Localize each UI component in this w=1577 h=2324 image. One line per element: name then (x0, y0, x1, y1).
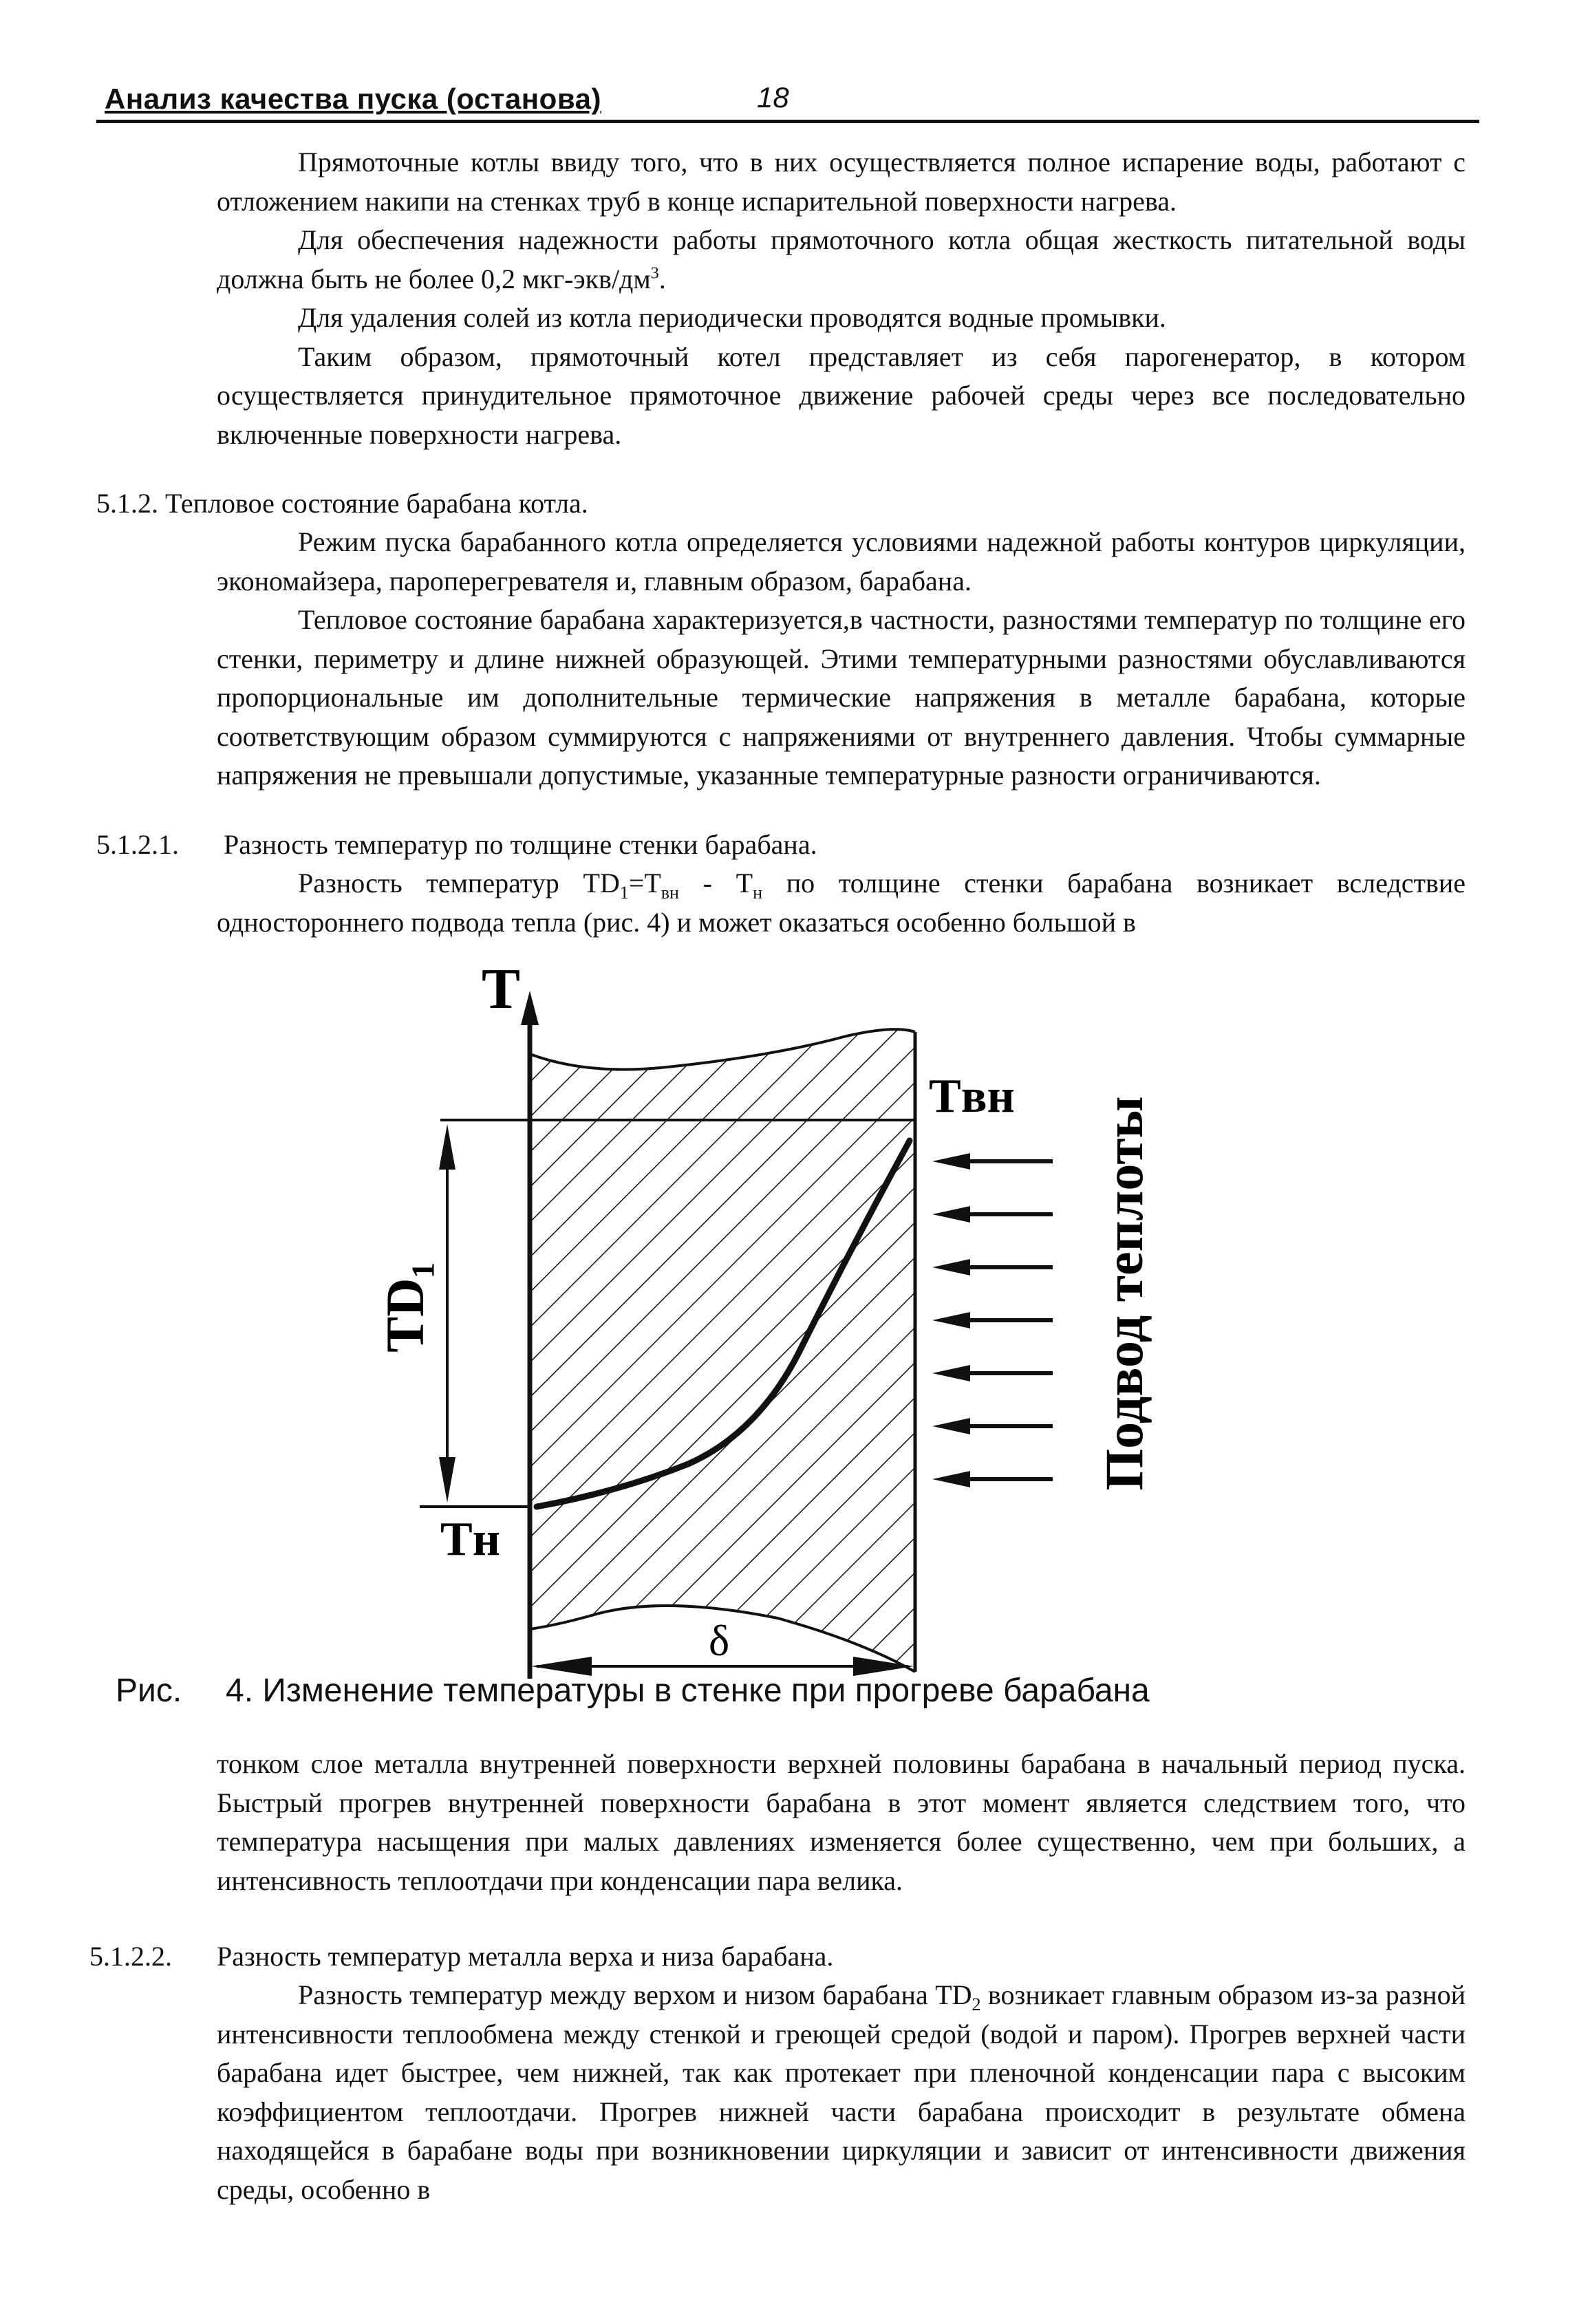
heat-arrow-icon (932, 1312, 1053, 1328)
section-title: Разность температур по толщине стенки барабана. (224, 829, 817, 860)
section-number: 5.1.2.2. (89, 1941, 172, 1972)
heat-arrow-icon (932, 1365, 1053, 1381)
paragraph: Разность температур $TD_1=T_{вн} - T_н$ по толщине стенки барабана возникает вследствие одностороннего подвода тепла (рис. 4) и может оказаться особенно большой в (217, 868, 1466, 938)
heat-arrow-icon (932, 1471, 1053, 1487)
heat-arrow-icon (932, 1259, 1053, 1276)
section-number: 5.1.2. (96, 488, 158, 519)
heat-flow-arrows (932, 1153, 1053, 1487)
heat-arrow-icon (932, 1206, 1053, 1223)
paragraph: Таким образом, прямоточный котел представляет из себя парогенератор, в котором осуществляется принудительное прямоточное движение рабочей среды через все последовательно включенные поверхности нагрева. (217, 341, 1466, 450)
caption-text: 4. Изменение температуры в стенке при прогреве барабана (226, 1672, 1150, 1709)
wall-section (523, 1025, 922, 1679)
label-heat-supply: Подвод теплоты (1094, 1096, 1154, 1491)
label-t-inner: Tвн (929, 1070, 1015, 1123)
td-dimension (439, 1124, 455, 1503)
paragraph: Для обеспечения надежности работы прямоточного котла общая жесткость питательной воды должна быть не более 0,2 мкг-$экв/дм^3$. (217, 224, 1466, 294)
paragraph: Режим пуска барабанного котла определяется условиями надежной работы контуров циркуляции, экономайзера, пароперегревателя и, главным образом, барабана. (217, 526, 1466, 596)
section-title: Тепловое состояние барабана котла. (165, 488, 588, 519)
text-block-5 (217, 1976, 1466, 2209)
axis-arrow-head (521, 991, 539, 1025)
page-number: 18 (757, 81, 789, 114)
heat-arrow-icon (932, 1418, 1053, 1434)
paragraph: Прямоточные котлы ввиду того, что в них осуществляется полное испарение воды, работают с отложением накипи на стенках труб в конце испарительной поверхности нагрева. (217, 147, 1466, 217)
paragraph: тонком слое металла внутренней поверхности верхней половины барабана в начальный период пуска. Быстрый прогрев внутренней поверхности барабана в этот момент является следствием того, что температура насыщения при малых давлениях изменяется более существенно, чем при больших, а интенсивность теплоотдачи при конденсации пара велика. (217, 1748, 1466, 1896)
section-heading-5-1-2-2 (89, 1937, 833, 1976)
paragraph: Для удаления солей из котла периодически проводятся водные промывки. (298, 302, 1166, 333)
heat-arrow-icon (932, 1153, 1053, 1170)
axis-label-t: T (482, 957, 521, 1021)
section-title: Разность температур металла верха и низа барабана. (217, 1941, 834, 1972)
paragraph: Разность температур между верхом и низом барабана $TD_2$ возникает главным образом из-за разной интенсивности теплообмена между стенкой и греющей средой (водой и паром). Прогрев верхней части барабана идет быстрее, чем нижней, так как протекает при пленочной конденсации пара с высоким коэффициентом теплоотдачи. Прогрев нижней части барабана происходит в результате обмена находящейся в барабане воды при возникновении циркуляции и зависит от интенсивности движения среды, особенно в (217, 1979, 1466, 2205)
label-td1: TD₁ (375, 1262, 435, 1353)
label-t-outer: Tн (440, 1513, 501, 1566)
label-thickness: δ (709, 1616, 730, 1665)
paragraph: Тепловое состояние барабана характеризуется,в частности, разностями температур по толщине его стенки, периметру и длине нижней образующей. Этими температурными разностями обуславливаются пропорциональные им дополнительные термические напряжения в металле барабана, которые соответствующим образом суммируются с напряжениями от внутреннего давления. Чтобы суммарные напряжения не превышали допустимые, указанные температурные разности ограничиваются. (217, 604, 1466, 790)
figure-caption (116, 1672, 1150, 1710)
text-block-4 (217, 1745, 1466, 1900)
header-title: Анализ качества пуска (останова) (105, 83, 601, 115)
section-number: 5.1.2.1. (96, 829, 179, 860)
caption-label: Рис. (116, 1672, 182, 1709)
